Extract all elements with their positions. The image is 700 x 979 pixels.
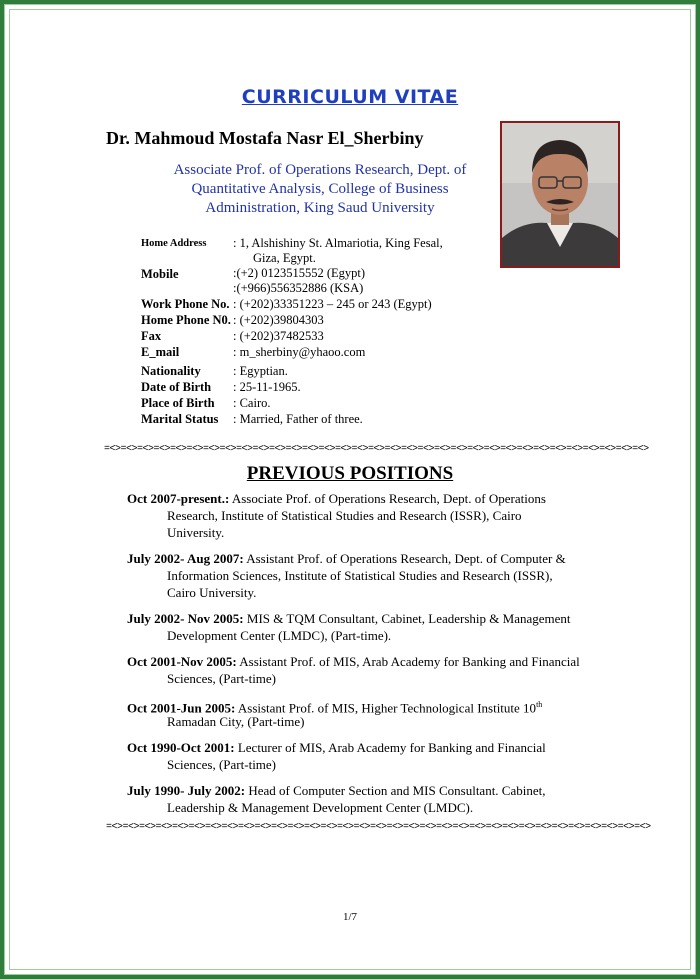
position-text: Sciences, (Part-time) bbox=[167, 671, 277, 686]
nationality-row bbox=[141, 363, 521, 379]
home-phone-label: Home Phone N0. bbox=[141, 313, 231, 327]
home-address-row bbox=[141, 236, 521, 266]
position-text: University. bbox=[167, 525, 225, 540]
position-text: Assistant Prof. of MIS, Arab Academy for Banking and Financial bbox=[236, 654, 580, 669]
affiliation-line: Quantitative Analysis, College of Business bbox=[191, 181, 449, 197]
affiliation-line: Administration, King Saud University bbox=[205, 200, 435, 216]
position-text: Associate Prof. of Operations Research, Dept. of Operations bbox=[229, 491, 546, 506]
pob-value: : Cairo. bbox=[233, 396, 271, 410]
pob-row bbox=[141, 395, 521, 411]
work-phone-row bbox=[141, 296, 521, 312]
fax-value: : (+202)37482533 bbox=[233, 329, 324, 343]
list-item bbox=[127, 739, 600, 773]
page-number: 1/7 bbox=[342, 911, 358, 923]
email-value: : m_sherbiny@yhaoo.com bbox=[233, 345, 366, 359]
mobile-row bbox=[141, 266, 521, 296]
dob-value: : 25-11-1965. bbox=[233, 380, 301, 394]
mobile-line: :(+2) 0123515552 (Egypt) bbox=[233, 266, 366, 280]
mobile-line: :(+966)556352886 (KSA) bbox=[233, 281, 364, 295]
position-text: Head of Computer Section and MIS Consultant. Cabinet, bbox=[245, 783, 546, 798]
previous-positions-heading: PREVIOUS POSITIONS bbox=[246, 463, 454, 484]
position-period: July 1990- July 2002: bbox=[127, 783, 246, 798]
position-text: Sciences, (Part-time) bbox=[167, 757, 277, 772]
position-text: Development Center (LMDC), (Part-time). bbox=[167, 628, 392, 643]
list-item bbox=[127, 696, 600, 730]
personal-info bbox=[141, 236, 521, 427]
position-superscript: th bbox=[536, 700, 543, 709]
positions-list bbox=[127, 490, 600, 825]
position-text: Assistant Prof. of MIS, Higher Technological Institute 10 bbox=[235, 700, 537, 716]
dob-label: Date of Birth bbox=[141, 380, 212, 394]
position-text: Information Sciences, Institute of Statistical Studies and Research (ISSR), bbox=[167, 568, 553, 583]
email-row bbox=[141, 344, 521, 363]
position-text: Leadership & Management Development Center (LMDC). bbox=[167, 800, 474, 815]
nationality-value: : Egyptian. bbox=[233, 364, 288, 378]
nationality-label: Nationality bbox=[141, 364, 201, 378]
home-phone-row bbox=[141, 312, 521, 328]
list-item bbox=[127, 610, 600, 644]
document-title: CURRICULUM VITAE bbox=[241, 86, 459, 108]
home-address-value bbox=[233, 236, 443, 266]
pob-label: Place of Birth bbox=[141, 396, 215, 410]
email-label: E_mail bbox=[141, 345, 180, 359]
position-period: Oct 2007-present.: bbox=[127, 491, 230, 506]
position-text: MIS & TQM Consultant, Cabinet, Leadership & Management bbox=[243, 611, 571, 626]
position-text: Research, Institute of Statistical Studies and Research (ISSR), Cairo bbox=[167, 508, 522, 523]
home-address-label: Home Address bbox=[141, 238, 207, 249]
work-phone-value: : (+202)33351223 – 245 or 243 (Egypt) bbox=[233, 297, 432, 311]
list-item bbox=[127, 782, 600, 816]
person-name: Dr. Mahmoud Mostafa Nasr El_Sherbiny bbox=[106, 128, 424, 148]
position-text: Assistant Prof. of Operations Research, Dept. of Computer & bbox=[243, 551, 566, 566]
work-phone-label: Work Phone No. bbox=[141, 297, 230, 311]
mobile-value bbox=[233, 266, 365, 296]
separator: =<>=<>=<>=<>=<>=<>=<>=<>=<>=<>=<>=<>=<>=<>=<>=<>=<>=<>=<>=<>=<>=<>=<>=<>=<>=<>=<>=<>=<>=<>=<>=<>=<> bbox=[106, 822, 651, 833]
mobile-label: Mobile bbox=[141, 267, 179, 281]
list-item bbox=[127, 653, 600, 687]
position-period: July 2002- Nov 2005: bbox=[127, 611, 244, 626]
position-period: July 2002- Aug 2007: bbox=[127, 551, 244, 566]
affiliation bbox=[150, 161, 490, 218]
home-phone-value: : (+202)39804303 bbox=[233, 313, 324, 327]
home-address-line: : 1, Alshishiny St. Almariotia, King Fesal, bbox=[233, 236, 443, 250]
marital-value: : Married, Father of three. bbox=[233, 412, 363, 426]
position-text: Cairo University. bbox=[167, 585, 257, 600]
fax-row bbox=[141, 328, 521, 344]
affiliation-line: Associate Prof. of Operations Research, Dept. of bbox=[173, 162, 467, 178]
position-text: Lecturer of MIS, Arab Academy for Banking and Financial bbox=[234, 740, 546, 755]
home-address-line: Giza, Egypt. bbox=[253, 251, 316, 265]
dob-row bbox=[141, 379, 521, 395]
position-period: Oct 1990-Oct 2001: bbox=[127, 740, 235, 755]
position-period: Oct 2001-Nov 2005: bbox=[127, 654, 237, 669]
list-item bbox=[127, 490, 600, 541]
list-item bbox=[127, 550, 600, 601]
fax-label: Fax bbox=[141, 329, 162, 343]
marital-label: Marital Status bbox=[141, 412, 219, 426]
separator: =<>=<>=<>=<>=<>=<>=<>=<>=<>=<>=<>=<>=<>=<>=<>=<>=<>=<>=<>=<>=<>=<>=<>=<>=<>=<>=<>=<>=<>=<>=<>=<>=<> bbox=[104, 444, 649, 455]
position-text: Ramadan City, (Part-time) bbox=[167, 714, 305, 729]
position-period: Oct 2001-Jun 2005: bbox=[127, 700, 236, 716]
marital-row bbox=[141, 411, 521, 427]
